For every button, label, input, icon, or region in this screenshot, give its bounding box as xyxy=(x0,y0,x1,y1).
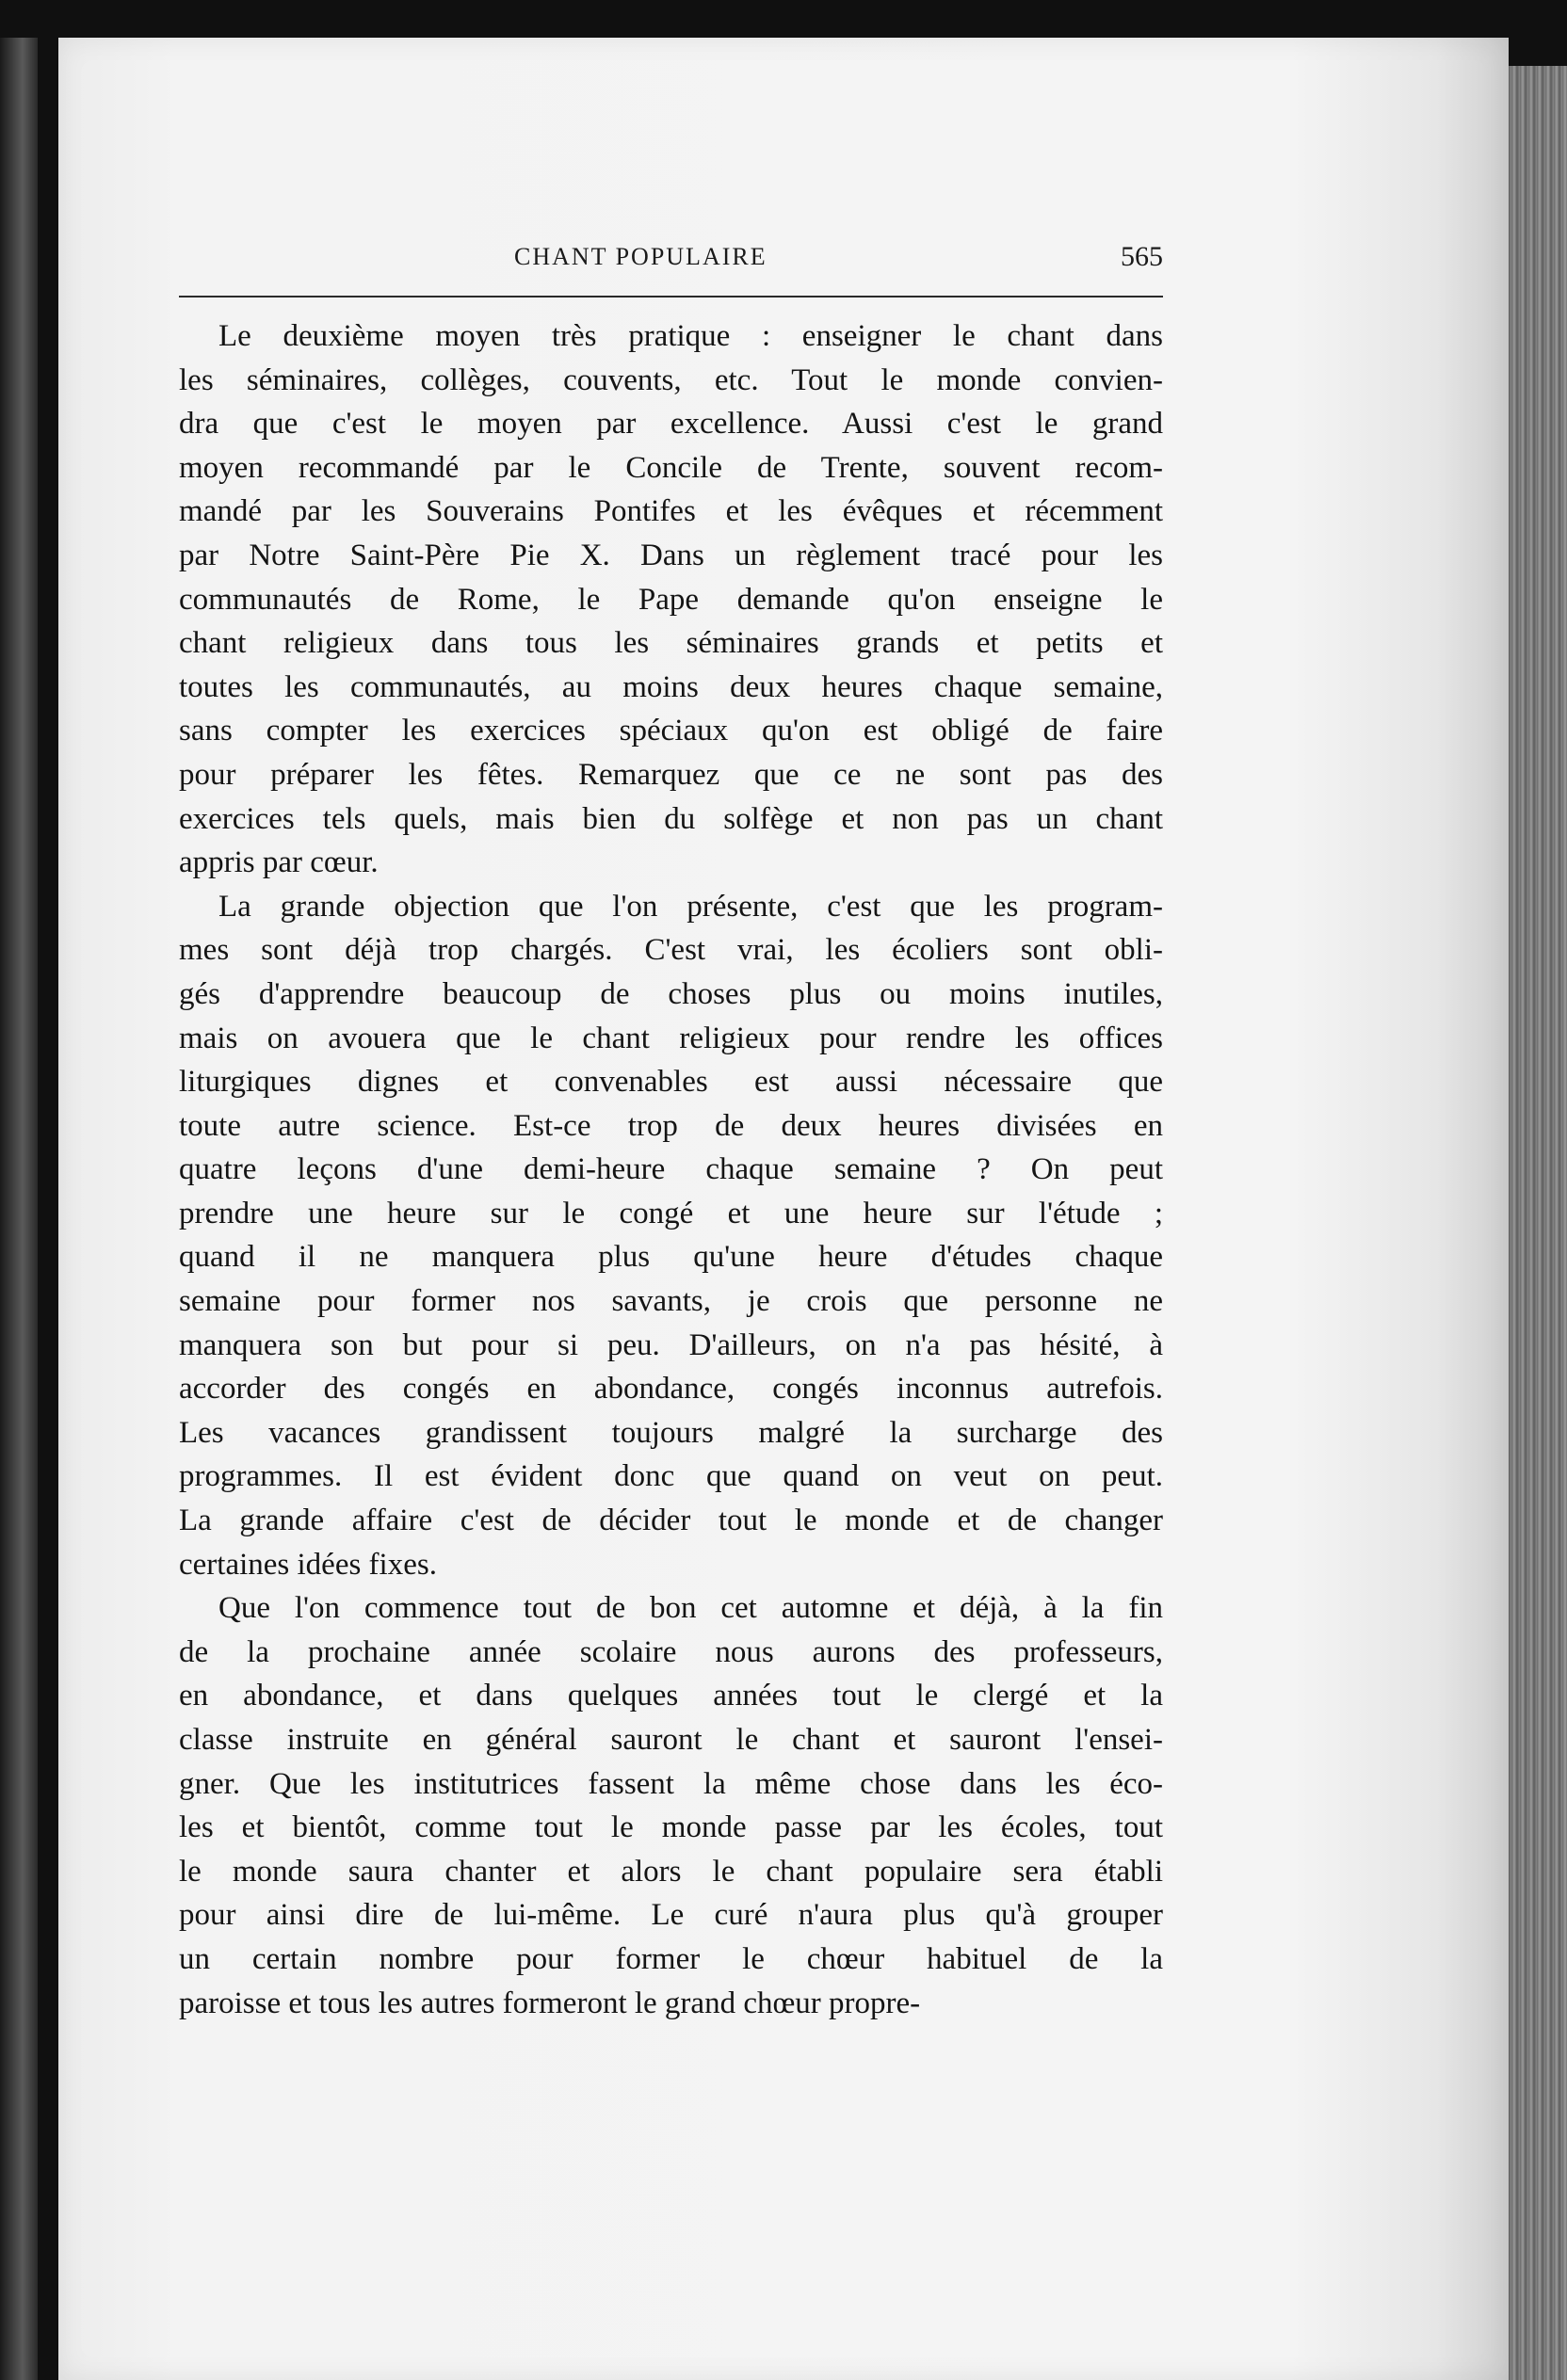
text-line: un certain nombre pour former le chœur habituel de la xyxy=(179,1941,1163,1976)
text-line: le monde saura chanter et alors le chant populaire sera établi xyxy=(179,1854,1163,1889)
text-line: prendre une heure sur le congé et une heure sur l'étude ; xyxy=(179,1196,1163,1230)
text-line: sans compter les exercices spéciaux qu'on est obligé de faire xyxy=(179,714,1163,748)
paragraph xyxy=(179,314,1163,885)
book-edge xyxy=(1503,66,1567,2380)
text-line: les et bientôt, comme tout le monde passe par les écoles, tout xyxy=(179,1810,1163,1845)
text-line: classe instruite en général sauront le chant et sauront l'ensei- xyxy=(179,1723,1163,1757)
text-line: toutes les communautés, au moins deux heures chaque semaine, xyxy=(179,669,1163,704)
body-text xyxy=(179,314,1163,2025)
text-line: gés d'apprendre beaucoup de choses plus ou moins inutiles, xyxy=(179,976,1163,1011)
text-line: paroisse et tous les autres formeront le grand chœur propre- xyxy=(179,1986,921,2020)
text-line: liturgiques dignes et convenables est aussi nécessaire que xyxy=(179,1065,1163,1100)
text-line: mandé par les Souverains Pontifes et les évêques et récemment xyxy=(179,494,1163,529)
page-header xyxy=(179,243,1163,298)
text-line: Le deuxième moyen très pratique : enseigner le chant dans xyxy=(218,319,1163,353)
running-title: CHANT POPULAIRE xyxy=(514,243,767,270)
left-page-edge xyxy=(0,38,38,2380)
text-line: toute autre science. Est-ce trop de deux heures divisées en xyxy=(179,1108,1163,1143)
text-line: dra que c'est le moyen par excellence. Aussi c'est le grand xyxy=(179,407,1163,442)
text-line: chant religieux dans tous les séminaires grands et petits et xyxy=(179,626,1163,661)
text-line: accorder des congés en abondance, congés inconnus autrefois. xyxy=(179,1372,1163,1407)
text-line: Que l'on commence tout de bon cet automne et déjà, à la fin xyxy=(218,1591,1163,1626)
text-line: programmes. Il est évident donc que quand on veut on peut. xyxy=(179,1459,1163,1494)
text-line: de la prochaine année scolaire nous aurons des professeurs, xyxy=(179,1634,1163,1669)
text-line: les séminaires, collèges, couvents, etc. Tout le monde convien- xyxy=(179,362,1163,397)
text-line: semaine pour former nos savants, je crois que personne ne xyxy=(179,1284,1163,1319)
text-line: communautés de Rome, le Pape demande qu'on enseigne le xyxy=(179,582,1163,617)
paragraph xyxy=(179,1586,1163,2025)
text-line: quatre leçons d'une demi-heure chaque semaine ? On peut xyxy=(179,1152,1163,1187)
text-line: La grande objection que l'on présente, c'est que les program- xyxy=(218,889,1163,924)
text-line: mais on avouera que le chant religieux pour rendre les offices xyxy=(179,1021,1163,1055)
text-line: certaines idées fixes. xyxy=(179,1547,437,1582)
text-line: pour préparer les fêtes. Remarquez que ce ne sont pas des xyxy=(179,757,1163,792)
text-line: gner. Que les institutrices fassent la même chose dans les éco- xyxy=(179,1766,1163,1801)
text-line: appris par cœur. xyxy=(179,845,379,880)
text-line: manquera son but pour si peu. D'ailleurs, on n'a pas hésité, à xyxy=(179,1327,1163,1362)
text-line: La grande affaire c'est de décider tout le monde et de changer xyxy=(179,1504,1163,1538)
text-line: quand il ne manquera plus qu'une heure d'études chaque xyxy=(179,1240,1163,1275)
text-line: mes sont déjà trop chargés. C'est vrai, les écoliers sont obli- xyxy=(179,933,1163,968)
page-number: 565 xyxy=(1121,241,1163,272)
paragraph xyxy=(179,885,1163,1587)
text-line: en abondance, et dans quelques années tout le clergé et la xyxy=(179,1679,1163,1713)
text-line: Les vacances grandissent toujours malgré la surcharge des xyxy=(179,1415,1163,1450)
text-line: pour ainsi dire de lui-même. Le curé n'aura plus qu'à grouper xyxy=(179,1898,1163,1933)
text-line: par Notre Saint-Père Pie X. Dans un règlement tracé pour les xyxy=(179,538,1163,572)
text-line: moyen recommandé par le Concile de Trente, souvent recom- xyxy=(179,450,1163,485)
text-line: exercices tels quels, mais bien du solfège et non pas un chant xyxy=(179,801,1163,836)
